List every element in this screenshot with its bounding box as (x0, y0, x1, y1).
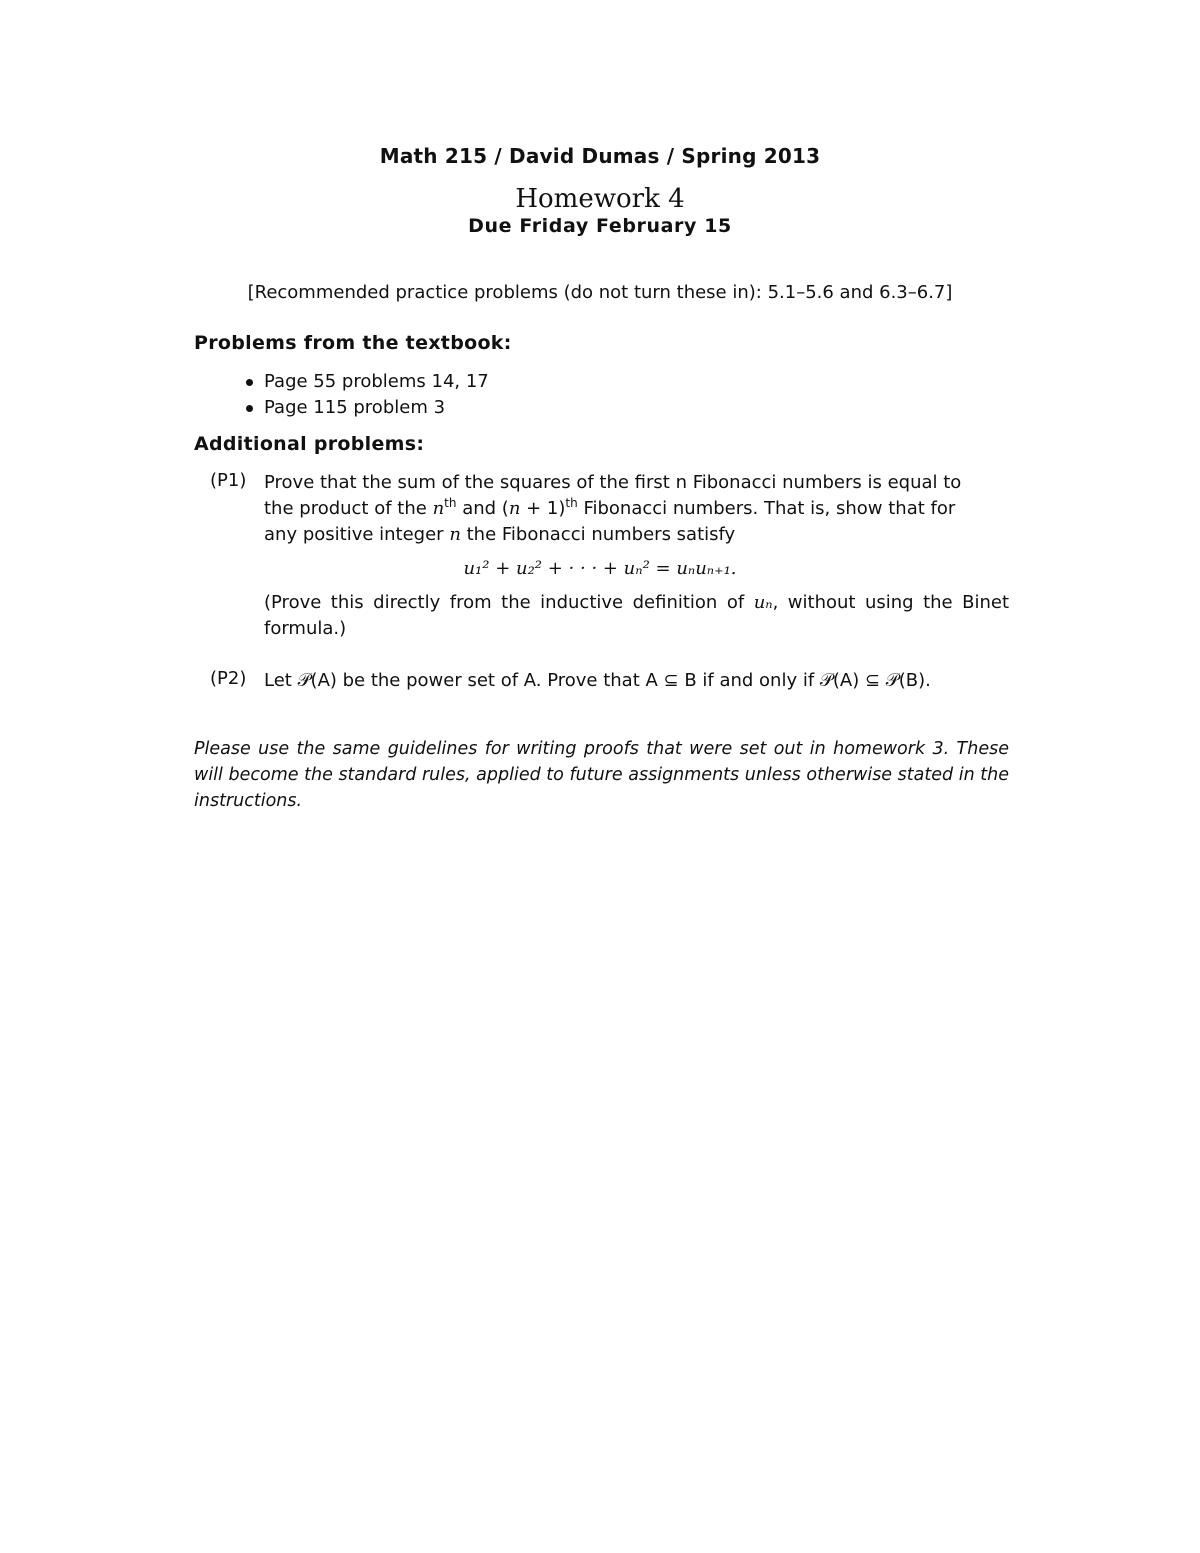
problem-line: Prove that the sum of the squares of the first n Fibonacci numbers is equal to (264, 472, 962, 493)
problem-text (264, 470, 1009, 548)
due-date: Due Friday February 15 (468, 215, 732, 237)
list-item (246, 395, 489, 421)
additional-heading: Additional problems: (194, 433, 425, 455)
text-run: the product of the (264, 498, 433, 519)
closing-note: Please use the same guidelines for writing proofs that were set out in homework 3. These will become the standard rules, applied to future assignments unless otherwise stated in the instructions. (194, 739, 1009, 811)
text-run: any positive integer (264, 524, 450, 545)
bullet-icon (246, 405, 253, 412)
textbook-list (246, 369, 489, 421)
course-line: Math 215 / David Dumas / Spring 2013 (379, 144, 821, 168)
list-item-text: Page 115 problem 3 (264, 397, 446, 418)
textbook-heading: Problems from the textbook: (194, 332, 512, 354)
text-run: , without using the Binet formula.) (264, 592, 1010, 639)
text-run: and ( (456, 498, 509, 519)
text-run: Fibonacci numbers. That is, show that for (577, 498, 956, 519)
problem-note (264, 590, 1009, 642)
list-item (246, 369, 489, 395)
problem-line (264, 496, 1009, 522)
page-title: Homework 4 (515, 184, 685, 214)
math-var: n (508, 498, 521, 519)
problem-tag: (P1) (210, 470, 247, 491)
problem-tag: (P2) (210, 668, 247, 689)
math-var: n (432, 498, 445, 519)
math-var: uₙ (753, 592, 773, 613)
superscript: th (565, 496, 578, 510)
text-run: the Fibonacci numbers satisfy (460, 524, 736, 545)
text-run: + 1) (520, 498, 566, 519)
problem-line (264, 522, 1009, 548)
problem-text: Let 𝒫(A) be the power set of A. Prove that A ⊆ B if and only if 𝒫(A) ⊆ 𝒫(B). (264, 670, 931, 691)
superscript: th (444, 496, 457, 510)
recommended-practice: [Recommended practice problems (do not turn these in): 5.1–5.6 and 6.3–6.7] (247, 282, 953, 303)
bullet-icon (246, 379, 253, 386)
text-run: (Prove this directly from the inductive definition of (264, 592, 754, 613)
list-item-text: Page 55 problems 14, 17 (264, 371, 489, 392)
math-var: n (449, 524, 461, 545)
fibonacci-equation: u₁² + u₂² + · · · + uₙ² = uₙuₙ₊₁. (463, 558, 737, 579)
